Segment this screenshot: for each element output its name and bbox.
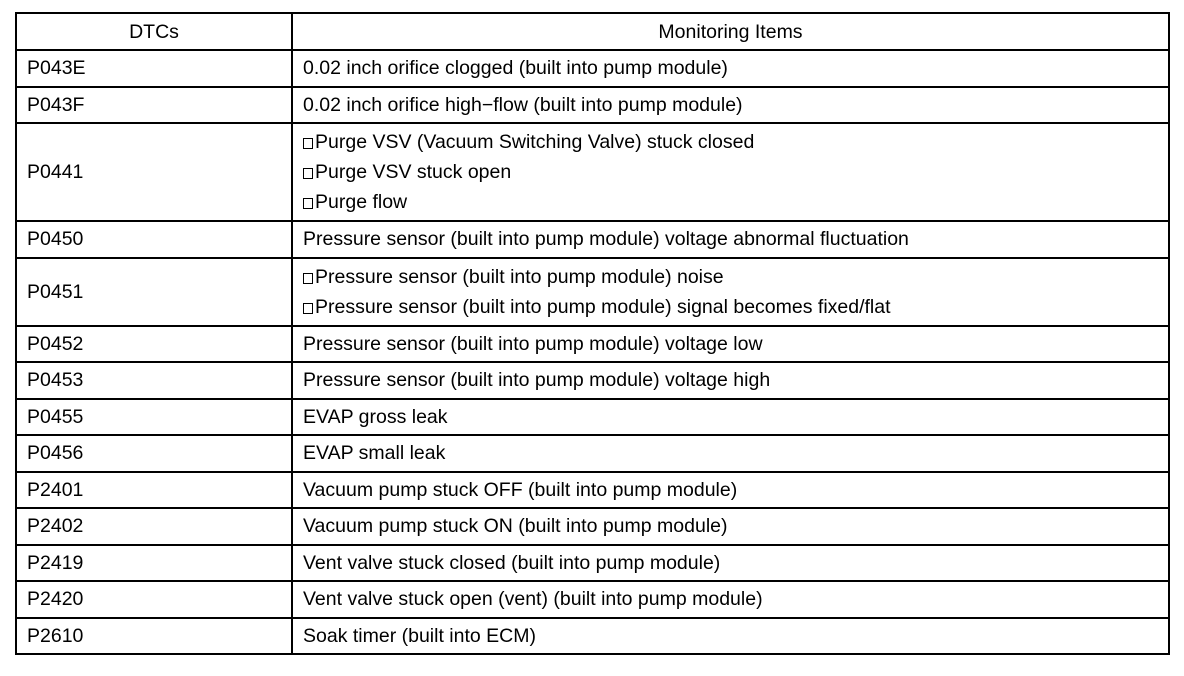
table-body [16, 50, 1169, 654]
monitoring-items-cell [292, 362, 1169, 399]
monitoring-item [303, 262, 1158, 292]
monitoring-item [303, 329, 1158, 359]
dtc-code-cell: P0455 [16, 399, 292, 436]
monitoring-items-cell [292, 399, 1169, 436]
monitoring-item-text: Pressure sensor (built into pump module) noise [315, 265, 724, 288]
dtc-code-cell: P0456 [16, 435, 292, 472]
monitoring-item-text: Pressure sensor (built into pump module) voltage high [303, 369, 771, 392]
dtc-monitoring-table [15, 12, 1170, 655]
monitoring-items-cell [292, 258, 1169, 326]
dtc-code-cell: P2402 [16, 508, 292, 545]
monitoring-item [303, 224, 1158, 254]
monitoring-item-text: Vacuum pump stuck OFF (built into pump module) [303, 478, 738, 501]
dtc-code-cell: P0451 [16, 258, 292, 326]
table-row [16, 326, 1169, 363]
dtc-code-cell: P043E [16, 50, 292, 87]
table-row [16, 87, 1169, 124]
monitoring-items-cell [292, 221, 1169, 258]
monitoring-item-text: 0.02 inch orifice clogged (built into pump module) [303, 57, 728, 80]
monitoring-item [303, 402, 1158, 432]
monitoring-item [303, 475, 1158, 505]
monitoring-items-cell [292, 545, 1169, 582]
monitoring-items-cell [292, 435, 1169, 472]
monitoring-item-text: EVAP small leak [303, 442, 446, 465]
monitoring-item [303, 511, 1158, 541]
dtc-code-cell: P0450 [16, 221, 292, 258]
monitoring-item [303, 127, 1158, 157]
monitoring-item [303, 292, 1158, 322]
header-row [16, 13, 1169, 50]
monitoring-item [303, 438, 1158, 468]
table-row [16, 435, 1169, 472]
table-row [16, 50, 1169, 87]
dtc-code-cell: P0441 [16, 123, 292, 221]
monitoring-item [303, 157, 1158, 187]
table-row [16, 123, 1169, 221]
table-row [16, 545, 1169, 582]
monitoring-items-cell [292, 123, 1169, 221]
monitoring-item-text: Pressure sensor (built into pump module) voltage low [303, 332, 763, 355]
monitoring-item-text: Pressure sensor (built into pump module) voltage abnormal fluctuation [303, 228, 909, 251]
dtc-code-cell: P0452 [16, 326, 292, 363]
monitoring-item-text: 0.02 inch orifice high−flow (built into pump module) [303, 93, 743, 116]
monitoring-items-cell [292, 581, 1169, 618]
monitoring-item [303, 621, 1158, 651]
monitoring-item-text: Vent valve stuck open (vent) (built into pump module) [303, 588, 763, 611]
table-row [16, 221, 1169, 258]
dtc-code-cell: P2419 [16, 545, 292, 582]
monitoring-item [303, 90, 1158, 120]
table-row [16, 618, 1169, 655]
monitoring-item [303, 584, 1158, 614]
dtc-code-cell: P2610 [16, 618, 292, 655]
monitoring-item [303, 365, 1158, 395]
table-row [16, 472, 1169, 509]
dtc-code-cell: P043F [16, 87, 292, 124]
monitoring-item-text: Purge VSV stuck open [315, 161, 512, 183]
checkbox-bullet-icon [303, 303, 313, 314]
checkbox-bullet-icon [303, 198, 313, 209]
monitoring-item-text: Purge flow [315, 191, 408, 213]
monitoring-item-text: Vacuum pump stuck ON (built into pump module) [303, 515, 728, 538]
table-row [16, 362, 1169, 399]
checkbox-bullet-icon [303, 168, 313, 179]
table-row [16, 508, 1169, 545]
monitoring-items-cell [292, 326, 1169, 363]
monitoring-items-cell [292, 508, 1169, 545]
checkbox-bullet-icon [303, 138, 313, 149]
monitoring-item-text: Pressure sensor (built into pump module) signal becomes fixed/flat [315, 295, 891, 318]
dtc-code-cell: P2420 [16, 581, 292, 618]
monitoring-items-cell [292, 618, 1169, 655]
monitoring-items-cell [292, 87, 1169, 124]
monitoring-items-cell [292, 50, 1169, 87]
monitoring-item-text: EVAP gross leak [303, 405, 448, 428]
header-monitoring-items: Monitoring Items [292, 13, 1169, 50]
header-dtcs: DTCs [16, 13, 292, 50]
checkbox-bullet-icon [303, 273, 313, 284]
table-row [16, 258, 1169, 326]
monitoring-item [303, 548, 1158, 578]
dtc-code-cell: P0453 [16, 362, 292, 399]
dtc-code-cell: P2401 [16, 472, 292, 509]
table-row [16, 581, 1169, 618]
monitoring-item [303, 187, 1158, 217]
monitoring-items-cell [292, 472, 1169, 509]
monitoring-item [303, 53, 1158, 83]
monitoring-item-text: Purge VSV (Vacuum Switching Valve) stuck closed [315, 131, 755, 153]
table-row [16, 399, 1169, 436]
monitoring-item-text: Vent valve stuck closed (built into pump module) [303, 551, 721, 574]
monitoring-item-text: Soak timer (built into ECM) [303, 624, 536, 647]
